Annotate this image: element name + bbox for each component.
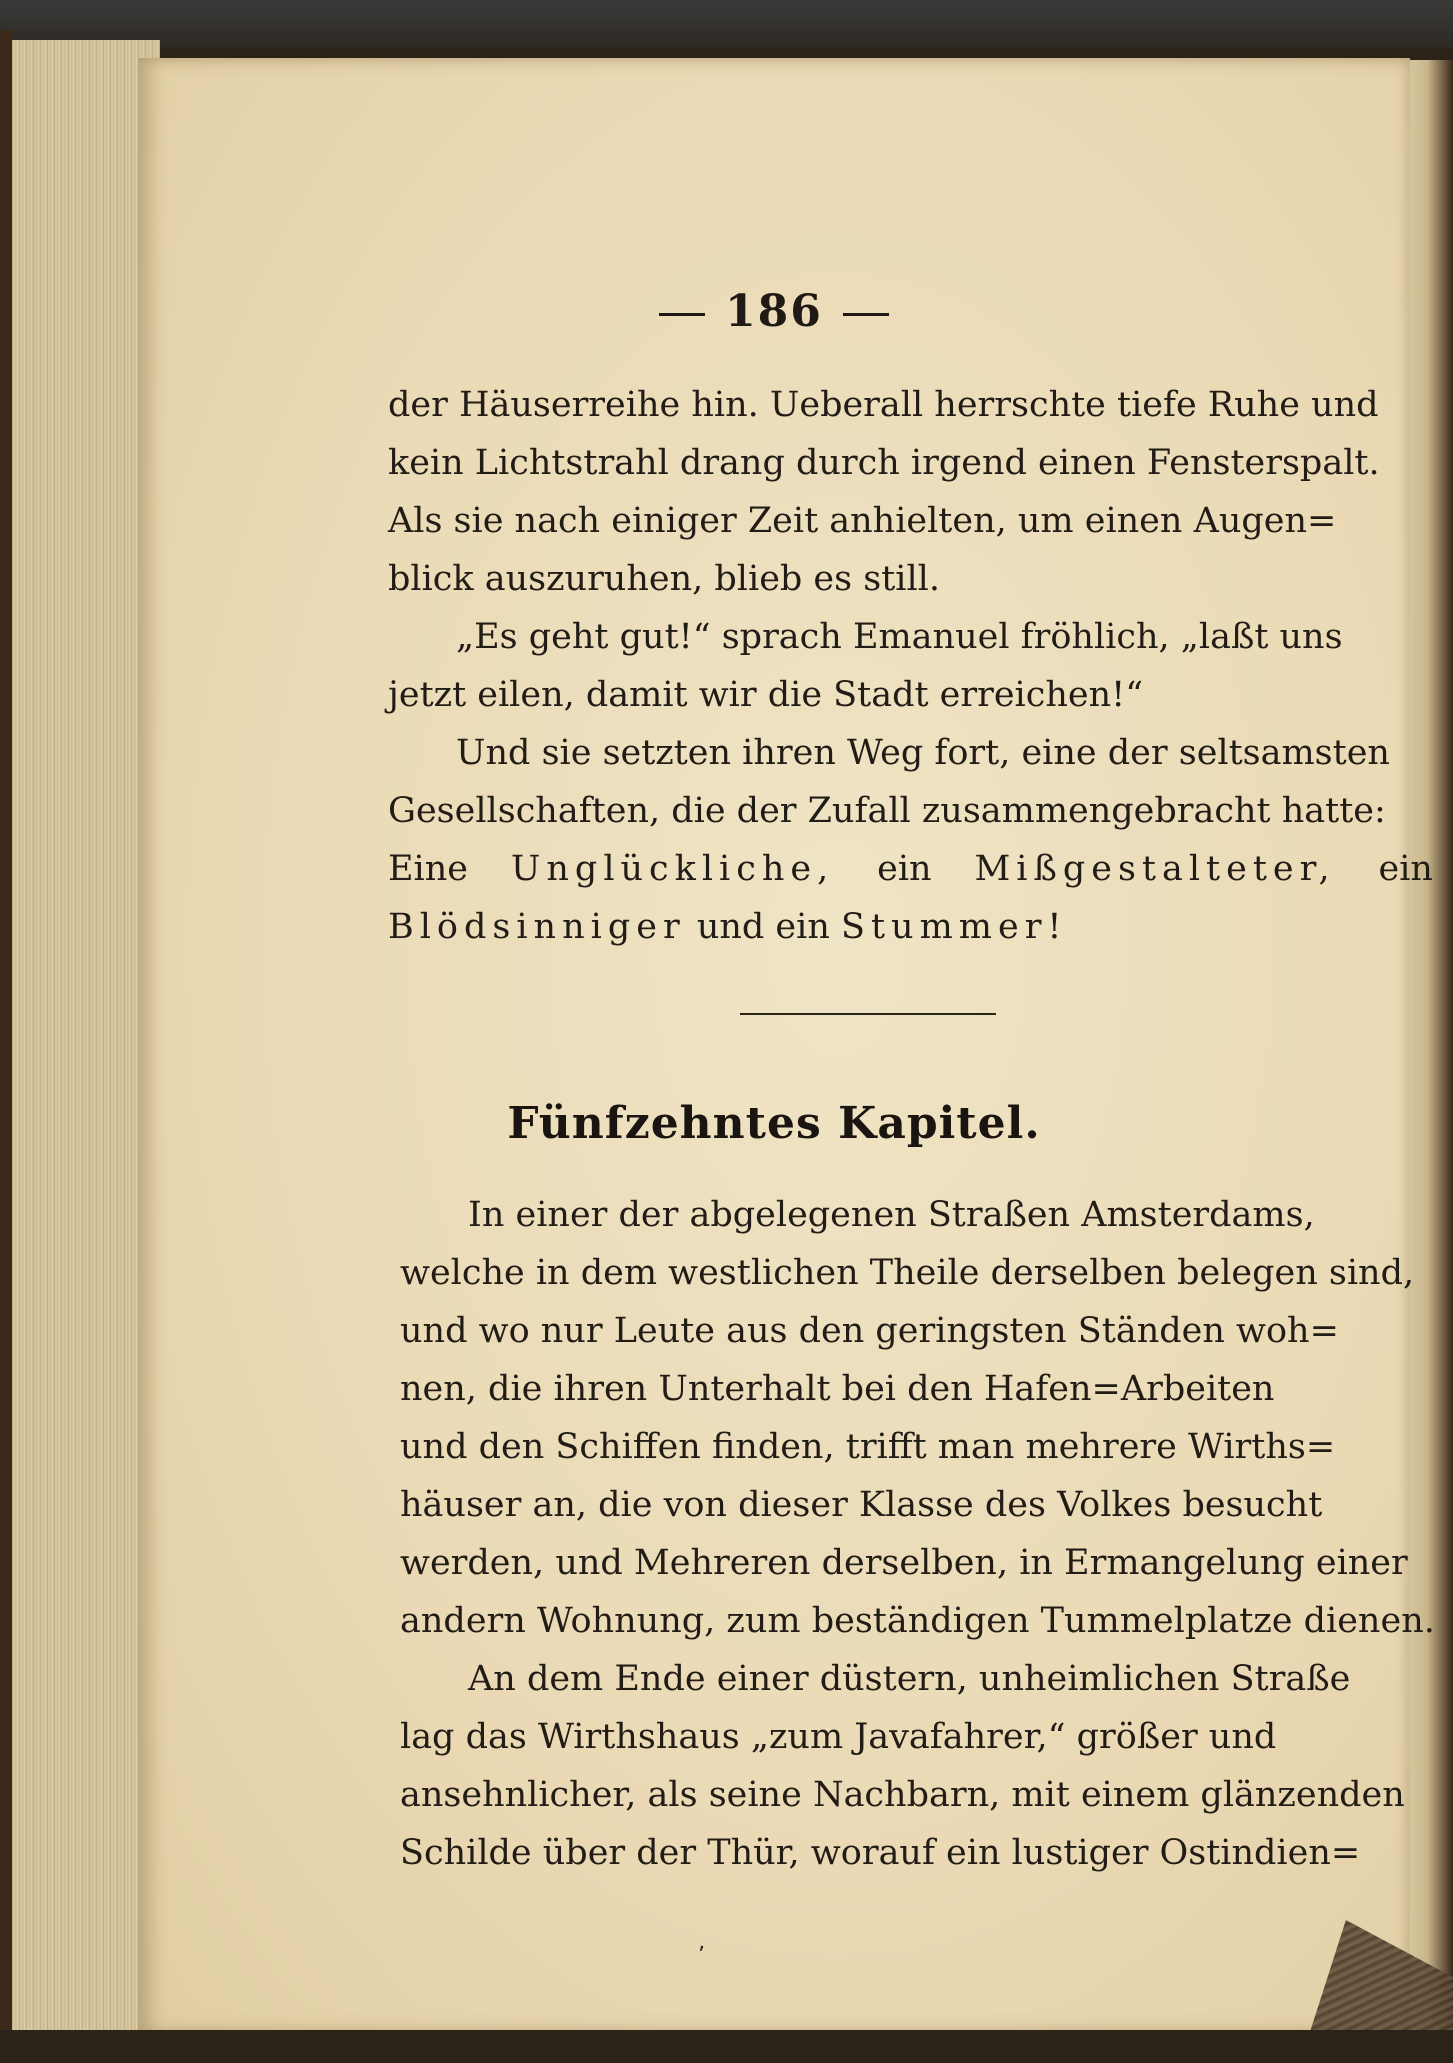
header-dash-right: [843, 313, 889, 316]
text-line: In einer der abgelegenen Straßen Amsterdams,: [468, 1195, 1315, 1235]
spaced-line: [388, 898, 1433, 956]
chapter-title: Fünfzehntes Kapitel.: [507, 1098, 1041, 1149]
text-line: An dem Ende einer düstern, unheimlichen Straße: [468, 1659, 1351, 1699]
spaced-word: Unglückliche,: [510, 849, 835, 889]
header-dash-left: [659, 313, 705, 316]
spaced-word: Stummer!: [841, 907, 1068, 947]
text-line: Schilde über der Thür, worauf ein lustiger Ostindien=: [400, 1833, 1361, 1873]
book-cover-edge: [0, 30, 12, 2040]
text-line: häuser an, die von dieser Klasse des Volkes besucht: [400, 1485, 1323, 1525]
scan-top-edge: [0, 0, 1453, 48]
text-line: Gesellschaften, die der Zufall zusammengebracht hatte:: [388, 791, 1386, 831]
text-line: kein Lichtstrahl drang durch irgend einen Fensterspalt.: [388, 443, 1380, 483]
section1-text: [388, 376, 1433, 956]
scan-bottom-edge: [0, 2030, 1453, 2063]
text-line: der Häuserreihe hin. Ueberall herrschte tiefe Ruhe und: [388, 385, 1379, 425]
text-line: blick auszuruhen, blieb es still.: [388, 559, 940, 599]
text-line: lag das Wirthshaus „zum Javafahrer,“ größer und: [400, 1717, 1277, 1757]
spaced-word: Mißgestalteter,: [974, 849, 1336, 889]
book-page: [138, 58, 1435, 2033]
section2-text: [400, 1186, 1445, 1882]
text-line: ansehnlicher, als seine Nachbarn, mit einem glänzenden: [400, 1775, 1405, 1815]
spaced-word: Blödsinniger: [388, 907, 686, 947]
spaced-word: und ein: [696, 907, 830, 947]
text-line: werden, und Mehreren derselben, in Ermangelung einer: [400, 1543, 1408, 1583]
page-header: [138, 286, 1410, 337]
text-line: welche in dem westlichen Theile derselben belegen sind,: [400, 1253, 1415, 1293]
text-line: jetzt eilen, damit wir die Stadt erreichen!“: [388, 675, 1144, 715]
stacked-page-edges: [0, 40, 160, 2030]
ink-speck: ʼ: [698, 1943, 705, 1968]
text-line: nen, die ihren Unterhalt bei den Hafen=Arbeiten: [400, 1369, 1275, 1409]
spaced-line: [388, 840, 1433, 898]
section-divider: [740, 1013, 996, 1015]
text-line: Und sie setzten ihren Weg fort, eine der seltsamsten: [456, 733, 1390, 773]
text-line: andern Wohnung, zum beständigen Tummelplatze dienen.: [400, 1601, 1435, 1641]
text-line: und den Schiffen finden, trifft man mehrere Wirths=: [400, 1427, 1336, 1467]
spaced-word: ein: [877, 849, 932, 889]
text-line: „Es geht gut!“ sprach Emanuel fröhlich, „laßt uns: [456, 617, 1343, 657]
page-number: 186: [725, 286, 823, 337]
text-line: und wo nur Leute aus den geringsten Ständen woh=: [400, 1311, 1339, 1351]
spaced-word: ein: [1378, 849, 1433, 889]
spaced-word: Eine: [388, 849, 468, 889]
text-line: Als sie nach einiger Zeit anhielten, um einen Augen=: [388, 501, 1337, 541]
